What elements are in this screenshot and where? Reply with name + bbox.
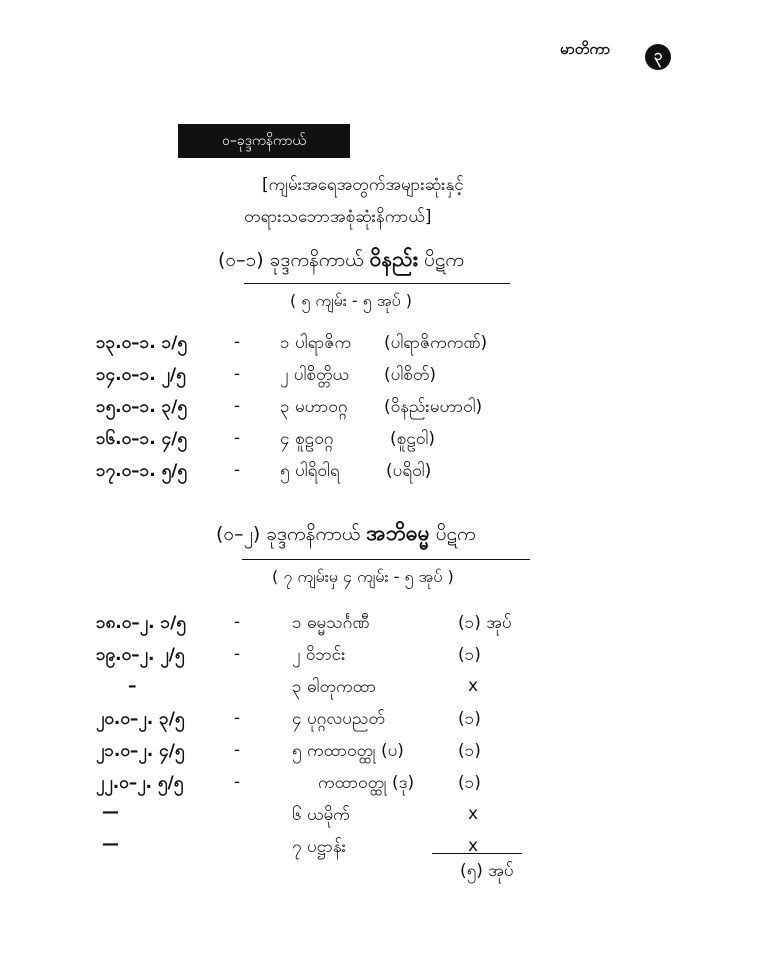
- subtitle-line-1: [ကျမ်းအရေအတွက်အများဆုံးနှင့်: [262, 175, 464, 195]
- p2-row-3-item: ၃ ဓါတုကထာ: [292, 677, 377, 697]
- p1-row-5-item: ၅ ပါရိဝါရ: [280, 461, 340, 481]
- p2-row-5-ref: ၂၁.ဝ–၂. ၄/၅: [96, 741, 185, 761]
- p1-row-5-ref: ၁၇.ဝ–၁. ၅/၅: [96, 461, 187, 481]
- p2-row-1-sep: -: [234, 612, 241, 632]
- p2-row-3-note: x: [468, 676, 479, 696]
- part-1-range: ( ၅ ကျမ်း - ၅ အုပ် ): [290, 291, 412, 310]
- p1-row-1-item: ၁ ပါရာဇိက: [280, 333, 352, 353]
- part-2-range: ( ၇ ကျမ်းမှ ၄ ကျမ်း - ၅ အုပ် ): [272, 567, 454, 586]
- p1-row-3-ref: ၁၅.ဝ–၁. ၃/၅: [96, 397, 187, 417]
- p2-row-4-note: (၁): [458, 709, 481, 729]
- p1-row-1-ref: ၁၃.ဝ–၁. ၁/၅: [96, 333, 187, 353]
- part-1-title-name: ဝိနည်း: [369, 247, 418, 271]
- part-1-title-suffix: ပိဋက: [423, 249, 464, 271]
- total-rule: [432, 853, 522, 854]
- part-2-title-suffix: ပိဋက: [435, 523, 476, 545]
- p2-row-5-sep: -: [234, 740, 241, 760]
- section-tag: ဝ–ခုဒ္ဒကနိကာယ်: [178, 124, 350, 158]
- p1-row-3-sep: -: [234, 396, 241, 416]
- part-1-title-prefix: (ဝ–၁) ခုဒ္ဒကနိကာယ်: [218, 249, 364, 271]
- part-2-title-prefix: (ဝ–၂) ခုဒ္ဒကနိကာယ်: [216, 523, 361, 545]
- part-2-title-underline: [242, 559, 530, 560]
- p2-row-3-ref: –: [128, 676, 137, 696]
- p2-row-4-item: ၄ ပုဂ္ဂလပညတ်: [292, 709, 385, 729]
- p1-row-4-note: (စူဠဝါ): [390, 429, 435, 449]
- p2-row-4-ref: ၂၀.ဝ–၂. ၃/၅: [96, 709, 185, 729]
- p2-row-4-sep: -: [234, 708, 241, 728]
- p2-row-7-ref: —: [102, 802, 119, 822]
- p1-row-2-ref: ၁၄.ဝ–၁. ၂/၅: [96, 365, 186, 385]
- p1-row-5-note: (ပရိဝါ): [386, 461, 432, 481]
- p2-row-6-sep: -: [234, 772, 241, 792]
- page-header-title: မာတိကာ: [560, 40, 611, 58]
- page-number-badge: ၃: [645, 44, 671, 70]
- p2-row-5-item: ၅ ကထာဝတ္ထု (ပ): [292, 741, 404, 761]
- p2-row-6-ref: ၂၂.ဝ–၂. ၅/၅: [96, 773, 184, 793]
- p2-row-2-ref: ၁၉.ဝ–၂. ၂/၅: [96, 645, 185, 665]
- p1-row-2-note: (ပါစိတ်): [384, 365, 437, 385]
- part-2-total: (၅) အုပ်: [460, 861, 514, 881]
- part-1-title: [218, 246, 464, 277]
- subtitle-line-2: တရားသဘောအစုံဆုံးနိကာယ်]: [244, 207, 432, 227]
- part-2-title-name: အဘိဓမ္မ: [366, 521, 430, 545]
- p1-row-1-sep: -: [234, 332, 241, 352]
- p1-row-4-ref: ၁၆.ဝ–၁. ၄/၅: [96, 429, 187, 449]
- part-1-title-underline: [244, 283, 510, 284]
- p1-row-2-item: ၂ ပါစိတ္တိယ: [280, 365, 350, 385]
- p2-row-8-ref: —: [102, 834, 119, 854]
- p1-row-3-note: (ဝိနည်းမဟာဝါ): [384, 397, 483, 417]
- p2-row-2-note: (၁): [458, 645, 481, 665]
- p2-row-7-item: ၆ ယမိုက်: [292, 805, 350, 825]
- p1-row-3-item: ၃ မဟာဝဂ္ဂ: [280, 397, 348, 417]
- p1-row-4-item: ၄ စူဠဝဂ္ဂ: [280, 429, 334, 449]
- p1-row-4-sep: -: [234, 428, 241, 448]
- p2-row-6-note: (၁): [458, 773, 481, 793]
- p2-row-1-item: ၁ ဓမ္မသင်္ဂဏီ: [292, 613, 370, 633]
- p2-row-7-note: x: [468, 804, 479, 824]
- p2-row-8-note: x: [468, 836, 479, 856]
- p1-row-2-sep: -: [234, 364, 241, 384]
- p2-row-1-ref: ၁၈.ဝ–၂. ၁/၅: [96, 613, 186, 633]
- p2-row-2-item: ၂ ဝိဘင်း: [292, 645, 346, 665]
- p2-row-8-item: ၇ ပဋ္ဌာန်း: [292, 837, 346, 857]
- p1-row-5-sep: -: [234, 460, 241, 480]
- part-2-title: [216, 520, 476, 551]
- p2-row-2-sep: -: [234, 644, 241, 664]
- p2-row-1-note: (၁) အုပ်: [458, 613, 512, 633]
- p2-row-6-item: ကထာဝတ္ထု (ဒု): [318, 773, 415, 793]
- p1-row-1-note: (ပါရာဇိကကဏ်): [384, 333, 488, 353]
- p2-row-5-note: (၁): [458, 741, 481, 761]
